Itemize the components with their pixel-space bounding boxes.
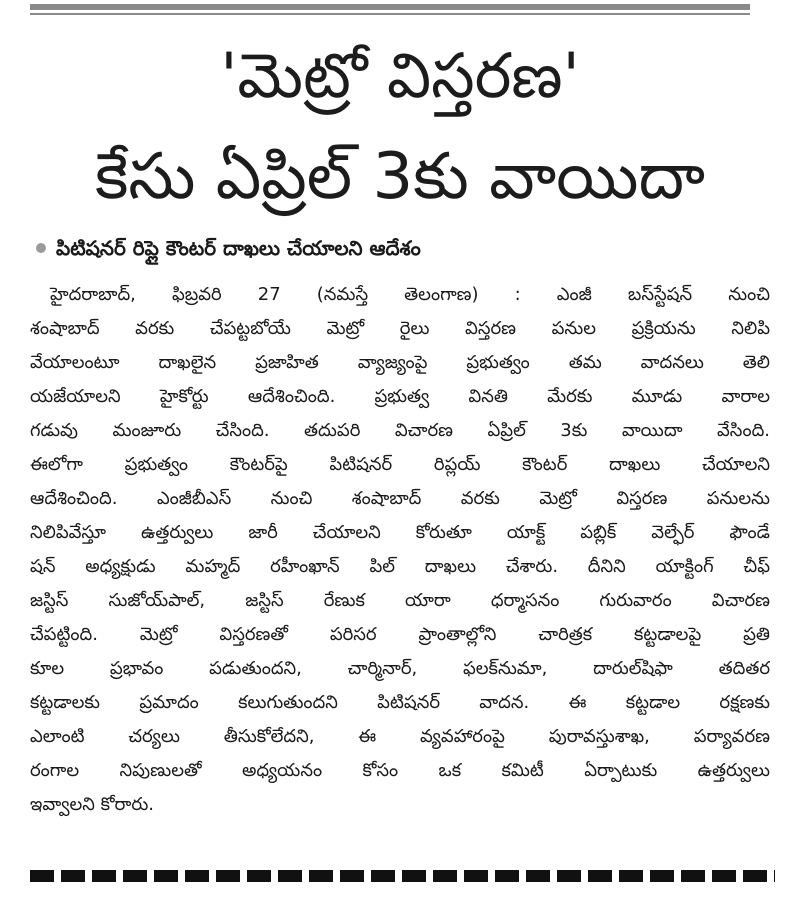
subheadline-text: పిటిషనర్ రిప్లై కౌంటర్ దాఖలు చేయాలని ఆదేశం: [56, 236, 421, 260]
article-body: [30, 278, 770, 822]
headline-line-2: కేసు ఏప్రిల్ 3కు వాయిదా: [94, 140, 706, 214]
article-line: షన్ అధ్యక్షుడు మహ్మద్ రహీంఖాన్ పిల్ దాఖలు చేశారు. దీనిని యాక్టింగ్ చీఫ్: [30, 556, 770, 577]
article-line: గడువు మంజూరు చేసింది. తదుపరి విచారణ ఏప్రిల్ 3కు వాయిదా వేసింది.: [30, 420, 770, 441]
top-rule-thick: [30, 4, 750, 10]
article-line: నిలిపివేస్తూ ఉత్తర్వులు జారీ చేయాలని కోరుతూ యాక్ట్ పబ్లిక్ వెల్ఫేర్ ఫౌండే: [30, 522, 770, 543]
top-rule-thin: [30, 13, 750, 15]
article-line: యజేయాలని హైకోర్టు ఆదేశించింది. ప్రభుత్వ వినతి మేరకు మూడు వారాల: [30, 386, 770, 407]
article-line: హైదరాబాద్, ఫిబ్రవరి 27 (నమస్తే తెలంగాణ) : ఎంజీ బస్‌స్టేషన్ నుంచి: [50, 284, 770, 305]
article-line: ఆదేశించింది. ఎంజీబీఎస్ నుంచి శంషాబాద్ వరకు మెట్రో విస్తరణ పనులను: [30, 488, 770, 509]
article-line: కూల ప్రభావం పడుతుందని, చార్మినార్, ఫలక్‌నుమా, దారుల్‌షిఫా తదితర: [30, 658, 770, 679]
subheadline: [36, 236, 756, 265]
article-line: వేయాలంటూ దాఖలైన ప్రజాహిత వ్యాజ్యంపై ప్రభుత్వం తమ వాదనలు తెలి: [30, 352, 770, 373]
article-line: జస్టిస్ సుజోయ్‌పాల్, జస్టిస్ రేణుక యారా ధర్మాసనం గురువారం విచారణ: [30, 590, 770, 611]
article-line: ఈలోగా ప్రభుత్వం కౌంటర్‌పై పిటిషనర్ రిప్లయ్ కౌంటర్ దాఖలు చేయాలని: [30, 454, 770, 475]
headline-line-1: 'మెట్రో విస్తరణ': [220, 39, 580, 112]
article-line: కట్టడాలకు ప్రమాదం కలుగుతుందని పిటిషనర్ వాదన. ఈ కట్టడాల రక్షణకు: [30, 692, 770, 713]
article-line: ఇవ్వాలని కోరారు.: [30, 794, 155, 815]
bottom-dashed-rule: [30, 870, 775, 882]
bullet-icon: [36, 243, 46, 253]
article-line: శంషాబాద్ వరకు చేపట్టబోయే మెట్రో రైలు విస్తరణ పనుల ప్రక్రియను నిలిపి: [30, 318, 770, 339]
article-line: ఎలాంటి చర్యలు తీసుకోలేదని, ఈ వ్యవహారంపై పురావస్తుశాఖ, పర్యావరణ: [30, 726, 770, 747]
article-line: రంగాల నిపుణులతో అధ్యయనం కోసం ఒక కమిటీ ఏర్పాటుకు ఉత్తర్వులు: [30, 760, 770, 781]
article-line: చేపట్టింది. మెట్రో విస్తరణతో పరిసర ప్రాంతాల్లోని చారిత్రక కట్టడాలపై ప్రతి: [30, 624, 770, 645]
